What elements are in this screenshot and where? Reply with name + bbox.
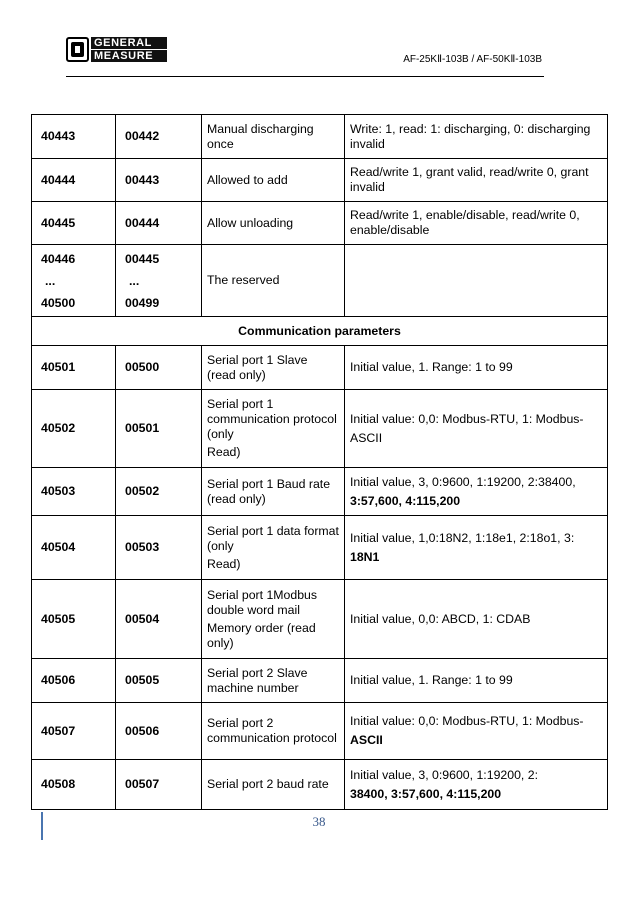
register-cell: 00500 xyxy=(116,346,202,390)
name-cell: Serial port 1Modbus double word mail Memory order (read only) xyxy=(202,580,345,659)
page-number: 38 xyxy=(312,814,326,829)
description-cell: Initial value: 0,0: Modbus-RTU, 1: Modbus-ASCII xyxy=(345,390,608,468)
register-cell: 00505 xyxy=(116,659,202,703)
name-cell: Serial port 2 communication protocol xyxy=(202,703,345,760)
section-title: Communication parameters xyxy=(32,317,608,346)
name-cell: Allowed to add xyxy=(202,159,345,202)
register-cell: 00504 xyxy=(116,580,202,659)
register-table xyxy=(31,114,608,810)
description-cell: Initial value, 1,0:18N2, 1:18e1, 2:18o1, 3: 18N1 xyxy=(345,516,608,580)
name-cell: Manual discharging once xyxy=(202,115,345,159)
description-cell: Initial value, 1. Range: 1 to 99 xyxy=(345,659,608,703)
name-cell: Serial port 2 Slave machine number xyxy=(202,659,345,703)
header-divider xyxy=(66,76,544,77)
address-cell: 40501 xyxy=(32,346,116,390)
table-row xyxy=(32,580,608,659)
table-row xyxy=(32,202,608,245)
register-cell: 00502 xyxy=(116,468,202,516)
company-logo xyxy=(66,37,166,64)
register-cell: 00443 xyxy=(116,159,202,202)
address-cell: 40445 xyxy=(32,202,116,245)
address-range-cell: 40446 ... 40500 xyxy=(32,245,116,317)
register-cell: 00501 xyxy=(116,390,202,468)
description-cell: Initial value: 0,0: Modbus-RTU, 1: Modbus- ASCII xyxy=(345,703,608,760)
description-cell: Read/write 1, enable/disable, read/write 0, enable/disable xyxy=(345,202,608,245)
name-cell: Serial port 1 Slave (read only) xyxy=(202,346,345,390)
register-cell: 00444 xyxy=(116,202,202,245)
description-cell: Initial value, 1. Range: 1 to 99 xyxy=(345,346,608,390)
table-row xyxy=(32,115,608,159)
name-cell: Serial port 2 baud rate xyxy=(202,760,345,810)
table-row xyxy=(32,516,608,580)
logo-text-line2: MEASURE xyxy=(91,50,167,62)
table-row xyxy=(32,346,608,390)
address-cell: 40508 xyxy=(32,760,116,810)
register-cell: 00503 xyxy=(116,516,202,580)
address-cell: 40506 xyxy=(32,659,116,703)
table-row xyxy=(32,159,608,202)
description-cell: Read/write 1, grant valid, read/write 0, grant invalid xyxy=(345,159,608,202)
address-cell: 40444 xyxy=(32,159,116,202)
table-row xyxy=(32,390,608,468)
register-range-cell: 00445 ... 00499 xyxy=(116,245,202,317)
logo-mark-icon xyxy=(66,37,89,62)
description-cell: Initial value, 3, 0:9600, 1:19200, 2:38400, 3:57,600, 4:115,200 xyxy=(345,468,608,516)
name-cell: Serial port 1 data format (only Read) xyxy=(202,516,345,580)
address-cell: 40505 xyxy=(32,580,116,659)
table-row xyxy=(32,703,608,760)
name-cell: The reserved xyxy=(202,245,345,317)
address-cell: 40504 xyxy=(32,516,116,580)
description-cell xyxy=(345,245,608,317)
model-number: AF-25KⅡ-103B / AF-50KⅡ-103B xyxy=(403,54,542,65)
register-cell: 00507 xyxy=(116,760,202,810)
address-cell: 40443 xyxy=(32,115,116,159)
section-header-row xyxy=(32,317,608,346)
name-cell: Serial port 1 Baud rate (read only) xyxy=(202,468,345,516)
address-cell: 40503 xyxy=(32,468,116,516)
register-cell: 00442 xyxy=(116,115,202,159)
table-row xyxy=(32,659,608,703)
address-cell: 40507 xyxy=(32,703,116,760)
table-row xyxy=(32,245,608,317)
description-cell: Initial value, 3, 0:9600, 1:19200, 2: 38400, 3:57,600, 4:115,200 xyxy=(345,760,608,810)
table-row xyxy=(32,760,608,810)
table-row xyxy=(32,468,608,516)
name-cell: Serial port 1 communication protocol (only Read) xyxy=(202,390,345,468)
name-cell: Allow unloading xyxy=(202,202,345,245)
address-cell: 40502 xyxy=(32,390,116,468)
logo-text-line1: GENERAL xyxy=(91,37,167,49)
register-cell: 00506 xyxy=(116,703,202,760)
description-cell: Initial value, 0,0: ABCD, 1: CDAB xyxy=(345,580,608,659)
description-cell: Write: 1, read: 1: discharging, 0: discharging invalid xyxy=(345,115,608,159)
